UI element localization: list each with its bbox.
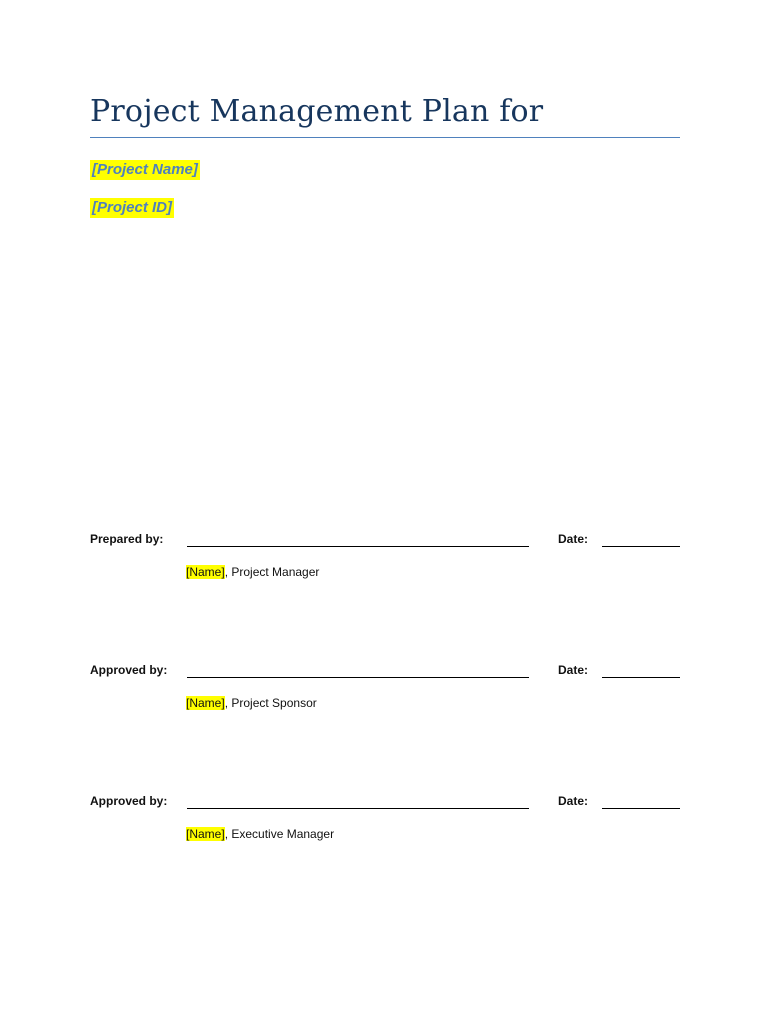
signer-role: , Project Sponsor <box>224 696 317 710</box>
prepared-by-signature-line[interactable] <box>187 546 529 547</box>
name-placeholder[interactable]: [Name] <box>186 696 225 710</box>
approved-by-label: Approved by: <box>90 794 168 808</box>
signature-block-prepared <box>0 532 768 592</box>
signer-role: , Executive Manager <box>224 827 335 841</box>
title-divider <box>90 137 680 138</box>
document-title: Project Management Plan for <box>90 94 544 129</box>
project-id-placeholder[interactable]: [Project ID] <box>92 199 173 216</box>
date-line[interactable] <box>602 677 680 678</box>
prepared-by-label: Prepared by: <box>90 532 164 546</box>
name-placeholder[interactable]: [Name] <box>186 827 225 841</box>
approved-by-signature-line[interactable] <box>187 677 529 678</box>
project-name-placeholder[interactable]: [Project Name] <box>92 161 198 178</box>
signer-caption <box>186 696 317 710</box>
signature-block-executive <box>0 794 768 854</box>
signer-role: , Project Manager <box>224 565 320 579</box>
date-line[interactable] <box>602 808 680 809</box>
date-label: Date: <box>558 794 589 808</box>
signer-caption <box>186 565 319 579</box>
date-line[interactable] <box>602 546 680 547</box>
name-placeholder[interactable]: [Name] <box>186 565 225 579</box>
date-label: Date: <box>558 532 589 546</box>
date-label: Date: <box>558 663 589 677</box>
signature-block-sponsor <box>0 663 768 723</box>
approved-by-signature-line[interactable] <box>187 808 529 809</box>
approved-by-label: Approved by: <box>90 663 168 677</box>
signer-caption <box>186 827 334 841</box>
